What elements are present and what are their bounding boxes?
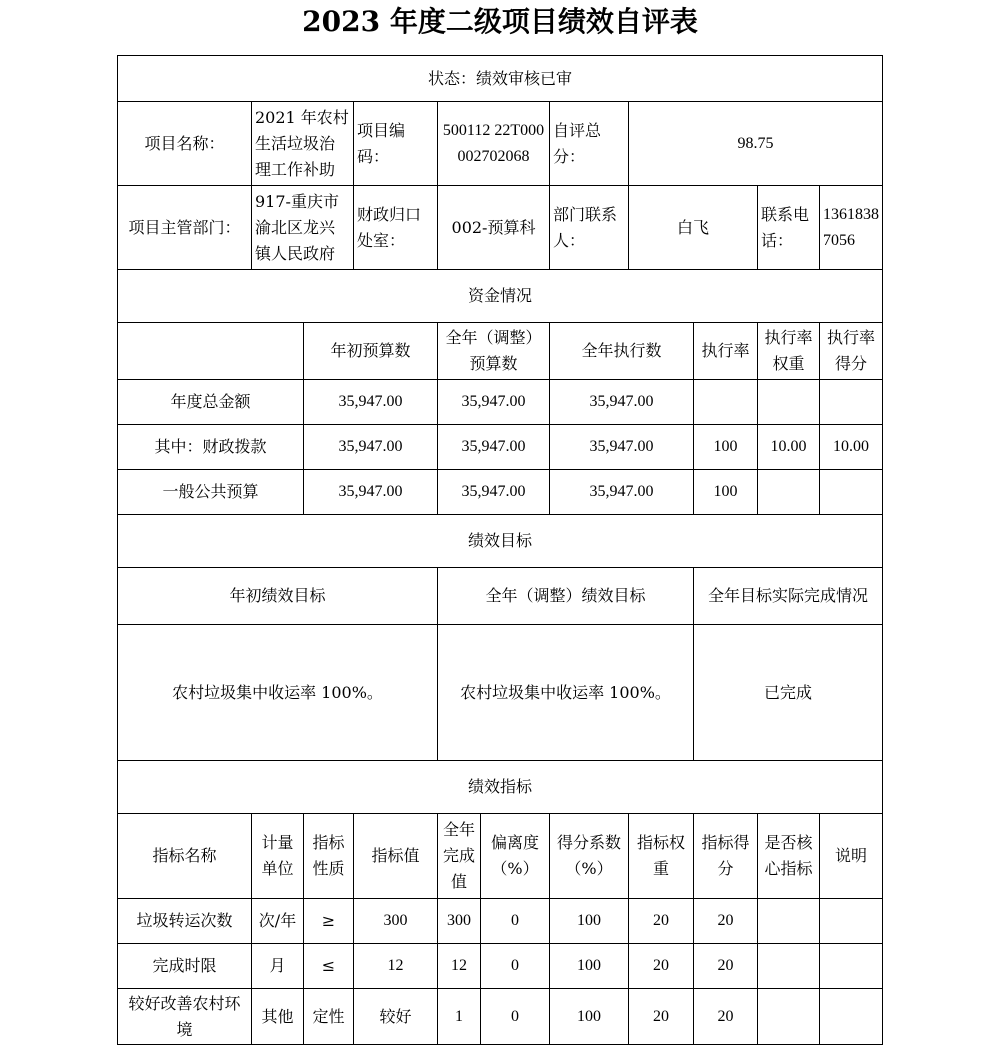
funds-header: 全年执行数 [550, 323, 694, 380]
indicator-row [118, 944, 883, 989]
indicator-score: 20 [694, 989, 758, 1045]
indicator-target: 较好 [354, 989, 438, 1045]
funds-header: 执行率得分 [820, 323, 883, 380]
project-code-label: 项目编码： [354, 102, 438, 186]
goal-status: 已完成 [694, 625, 883, 761]
contact-label: 部门联系人： [550, 186, 629, 270]
indicator-header: 说明 [820, 814, 883, 899]
indicator-name: 较好改善农村环境 [118, 989, 252, 1045]
funds-row-label: 其中：财政拨款 [118, 425, 304, 470]
indicator-row [118, 989, 883, 1045]
funds-adjusted: 35,947.00 [438, 470, 550, 515]
funds-score [820, 380, 883, 425]
goals-section-row [118, 515, 883, 568]
funds-row-label: 一般公共预算 [118, 470, 304, 515]
indicator-name: 完成时限 [118, 944, 252, 989]
funds-header: 执行率权重 [758, 323, 820, 380]
indicator-coef: 100 [550, 899, 629, 944]
indicator-unit: 月 [252, 944, 304, 989]
goals-header: 全年目标实际完成情况 [694, 568, 883, 625]
evaluation-table [117, 55, 883, 1045]
goals-header: 年初绩效目标 [118, 568, 438, 625]
indicator-score: 20 [694, 944, 758, 989]
indicator-header: 指标得分 [694, 814, 758, 899]
project-name: 2021 年农村生活垃圾治理工作补助 [252, 102, 354, 186]
contact-name: 白飞 [629, 186, 758, 270]
project-info-row [118, 102, 883, 186]
funds-row [118, 425, 883, 470]
status-text: 状态：绩效审核已审 [118, 56, 883, 102]
indicator-header: 得分系数（%） [550, 814, 629, 899]
indicator-row [118, 899, 883, 944]
phone-number: 13618387056 [820, 186, 883, 270]
goals-header: 全年（调整）绩效目标 [438, 568, 694, 625]
funds-rate: 100 [694, 425, 758, 470]
funds-score: 10.00 [820, 425, 883, 470]
funds-header: 年初预算数 [304, 323, 438, 380]
indicators-section-title: 绩效指标 [118, 761, 883, 814]
dept-name: 917-重庆市渝北区龙兴镇人民政府 [252, 186, 354, 270]
indicator-nature: ≤ [304, 944, 354, 989]
goals-content-row [118, 625, 883, 761]
funds-section-title: 资金情况 [118, 270, 883, 323]
indicator-header: 是否核心指标 [758, 814, 820, 899]
indicator-actual: 300 [438, 899, 481, 944]
funds-header: 全年（调整）预算数 [438, 323, 550, 380]
funds-weight [758, 470, 820, 515]
funds-executed: 35,947.00 [550, 380, 694, 425]
office-name: 002-预算科 [438, 186, 550, 270]
indicator-header: 指标值 [354, 814, 438, 899]
project-name-label: 项目名称： [118, 102, 252, 186]
funds-section-row [118, 270, 883, 323]
status-row [118, 56, 883, 102]
indicator-note [820, 899, 883, 944]
indicator-header: 计量单位 [252, 814, 304, 899]
indicator-header: 指标权重 [629, 814, 694, 899]
goal-adjusted: 农村垃圾集中收运率 100%。 [438, 625, 694, 761]
indicator-weight: 20 [629, 899, 694, 944]
department-row [118, 186, 883, 270]
indicator-deviation: 0 [481, 989, 550, 1045]
funds-header: 执行率 [694, 323, 758, 380]
indicator-header: 偏离度（%） [481, 814, 550, 899]
funds-weight: 10.00 [758, 425, 820, 470]
funds-header-blank [118, 323, 304, 380]
indicator-core [758, 899, 820, 944]
funds-initial: 35,947.00 [304, 380, 438, 425]
indicator-header: 全年完成值 [438, 814, 481, 899]
indicator-deviation: 0 [481, 944, 550, 989]
funds-adjusted: 35,947.00 [438, 380, 550, 425]
indicator-coef: 100 [550, 944, 629, 989]
funds-executed: 35,947.00 [550, 425, 694, 470]
goals-section-title: 绩效目标 [118, 515, 883, 568]
funds-row [118, 380, 883, 425]
indicator-actual: 12 [438, 944, 481, 989]
funds-rate: 100 [694, 470, 758, 515]
funds-adjusted: 35,947.00 [438, 425, 550, 470]
indicator-weight: 20 [629, 944, 694, 989]
funds-initial: 35,947.00 [304, 425, 438, 470]
indicator-name: 垃圾转运次数 [118, 899, 252, 944]
dept-label: 项目主管部门： [118, 186, 252, 270]
indicators-header-row [118, 814, 883, 899]
funds-weight [758, 380, 820, 425]
funds-row-label: 年度总金额 [118, 380, 304, 425]
funds-rate [694, 380, 758, 425]
indicator-actual: 1 [438, 989, 481, 1045]
indicator-header: 指标性质 [304, 814, 354, 899]
funds-header-row [118, 323, 883, 380]
indicators-section-row [118, 761, 883, 814]
indicator-nature: 定性 [304, 989, 354, 1045]
page-title: 2023 年度二级项目绩效自评表 [302, 5, 698, 38]
goals-header-row [118, 568, 883, 625]
indicator-nature: ≥ [304, 899, 354, 944]
indicator-target: 300 [354, 899, 438, 944]
indicator-core [758, 989, 820, 1045]
self-score-label: 自评总分： [550, 102, 629, 186]
indicator-coef: 100 [550, 989, 629, 1045]
indicator-core [758, 944, 820, 989]
funds-initial: 35,947.00 [304, 470, 438, 515]
indicator-weight: 20 [629, 989, 694, 1045]
indicator-header: 指标名称 [118, 814, 252, 899]
indicator-target: 12 [354, 944, 438, 989]
indicator-unit: 次/年 [252, 899, 304, 944]
office-label: 财政归口处室： [354, 186, 438, 270]
funds-score [820, 470, 883, 515]
indicator-score: 20 [694, 899, 758, 944]
funds-row [118, 470, 883, 515]
phone-label: 联系电话： [758, 186, 820, 270]
project-code: 500112 22T000002702068 [438, 102, 550, 186]
indicator-unit: 其他 [252, 989, 304, 1045]
indicator-deviation: 0 [481, 899, 550, 944]
self-score: 98.75 [629, 102, 883, 186]
goal-initial: 农村垃圾集中收运率 100%。 [118, 625, 438, 761]
funds-executed: 35,947.00 [550, 470, 694, 515]
indicator-note [820, 944, 883, 989]
indicator-note [820, 989, 883, 1045]
